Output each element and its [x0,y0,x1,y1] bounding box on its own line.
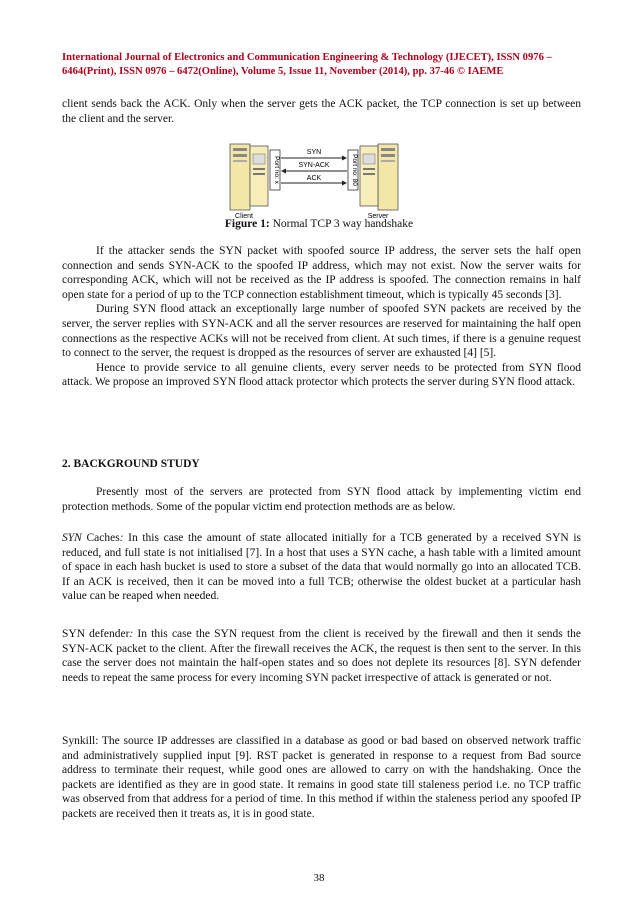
paragraph-syn-flood: During SYN flood attack an exceptionally large number of spoofed SYN packets are received by the server, the server replies with SYN-ACK and all the server resources are reserved for maintaining the half open connections as the respective ACKs will not be received from client. At such times, if there is a genuine request to connect to the server, the request is dropped as the resources of server are exhausted [4] [5]. [62,303,581,360]
ack-label: ACK [306,175,322,182]
section-heading: 2. BACKGROUND STUDY [62,458,200,470]
server-port-label: Port no: 80 [351,154,358,186]
client-port-label: Port no: x [273,156,280,184]
synack-label: SYN-ACK [298,162,330,169]
body-paragraphs-1 [62,244,581,390]
intro-paragraph [62,97,581,126]
handshake-figure [228,142,400,220]
client-label: Client [235,213,253,220]
syn-defender-text: In this case the SYN request from the client is received by the firewall and then it sends the SYN-ACK packet to the client. After the firewall receives the ACK, the request is then sent to the server. In this case the server does not maintain the half-open states and so does not deplete its resources [8]. SYN defender needs to repeat the same process for every incoming SYN packet irrespective of attack is generated or not. [62,628,581,684]
paragraph-spoofed: If the attacker sends the SYN packet with spoofed source IP address, the server sets the half open connection and sends SYN-ACK to the spoofed IP address, which may not exist. Now the server waits for corresponding ACK, which will not be received as the IP address is spoofed. The connection remains in half open state for a period of up to the TCP connection establishment timeout, which is typically 45 seconds [3]. [62,245,581,301]
server-label: Server [367,213,389,220]
caption-text: Normal TCP 3 way handshake [269,218,414,230]
syn-defender-colon: : [129,628,134,640]
paragraph-protect: Hence to provide service to all genuine clients, every server needs to be protected from SYN flood attack. We propose an improved SYN flood attack protector which protects the server during SYN flood attack. [62,361,581,389]
syn-label: SYN [306,149,322,156]
caption-number: Figure 1: [224,218,270,230]
header-line-1: International Journal of Electronics and Communication Engineering & Technology (IJECET), ISSN 0976 – [62,52,552,63]
syn-cache-term: SYN [62,532,82,544]
paragraph-syn-defender [62,627,581,685]
intro-text: client sends back the ACK. Only when the server gets the ACK packet, the TCP connection is set up between the client and the server. [62,98,581,125]
synkill-text: Synkill: The source IP addresses are classified in a database as good or bad based on observed network traffic and administratively supplied input [9]. RST packet is generated in response to a request from Bad source address to terminate their request, while good ones are allowed to carry on with the handshaking. Once the packets are identified as they are in good state. It remains in good state till staleness period i.e. no TCP traffic was observed from that address for a period of time. In this method if within the staleness period any spoofed IP packets are received then it treats as, it is in good state. [62,735,581,820]
syn-cache-colon: : [119,532,124,544]
figure-caption [0,218,638,230]
page-number: 38 [313,872,325,884]
syn-cache-text: In this case the amount of state allocated initially for a TCB generated by a received SYN is reduced, and full state is not initialised [7]. In a host that uses a SYN cache, a hash table with a limited amount of space in each hash bucket is used to store a subset of the data that would normally go into an allocated TCB. If an ACK is received, then it can be moved into a full TCB; otherwise the oldest bucket at a particular hash value can be reaped when needed. [62,532,581,603]
server-computer-icon [360,144,398,210]
paragraph-background [62,485,581,514]
header-line-2: 6464(Print), ISSN 0976 – 6472(Online), Volume 5, Issue 11, November (2014), pp. 37-46 © IAEME [62,66,504,77]
paragraph-synkill [62,734,581,822]
journal-header [62,51,582,79]
paragraph-syn-caches [62,531,581,604]
syn-defender-term: SYN defender [62,628,130,640]
syn-cache-term-rest: Caches [81,532,120,544]
client-computer-icon [230,144,268,210]
background-text: Presently most of the servers are protected from SYN flood attack by implementing victim end protection methods. Some of the popular victim end protection methods are as below. [62,486,581,513]
